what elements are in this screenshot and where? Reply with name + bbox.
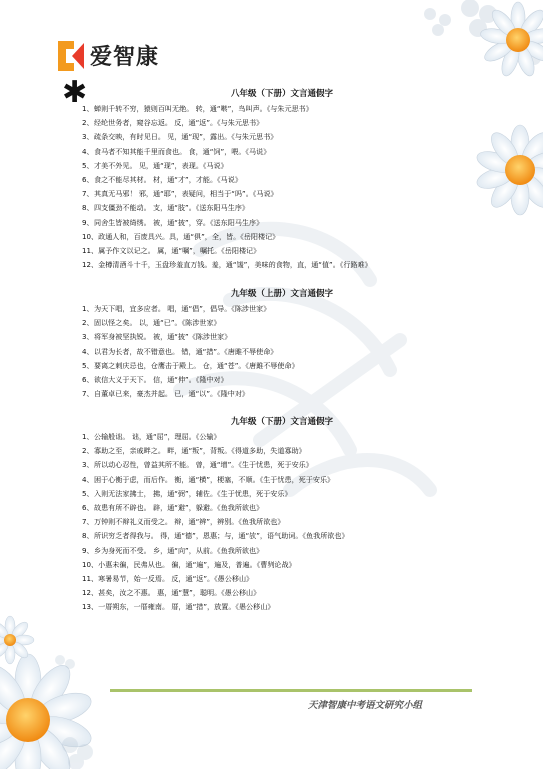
list-item: [82, 316, 482, 330]
list-item: [82, 515, 482, 529]
list-item: [82, 359, 482, 373]
list-item: [82, 387, 482, 401]
list-item: [82, 345, 482, 359]
list-item: [82, 302, 482, 316]
list-item: [82, 230, 482, 244]
list-item: [82, 201, 482, 215]
list-item-number: 5、: [82, 488, 94, 498]
list-item-number: 4、: [82, 346, 94, 356]
list-item-text: 将军身被坚执锐。 被，通“披”《陈涉世家》: [94, 332, 232, 342]
list-item-text: 自董卓已来，豪杰并起。 已，通“以”。《隆中对》: [94, 389, 250, 399]
list-item-text: 政通人和，百废具兴。具，通“俱”，全，皆。《岳阳楼记》: [98, 231, 280, 241]
list-item-number: 2、: [82, 318, 94, 328]
list-item-number: 12、: [82, 588, 99, 598]
list-item-number: 6、: [82, 375, 94, 385]
list-item-number: 1、: [82, 104, 94, 113]
list-item: [82, 558, 482, 572]
list-item: [82, 159, 482, 173]
list-item-number: 11、: [82, 246, 99, 256]
list-item: [82, 473, 482, 487]
list-item-text: 公输般诎。 诎，通“屈”，理屈。《公输》: [94, 432, 221, 441]
list-item: [82, 187, 482, 201]
list-item-text: 食马者不知其能千里而食也。 食，通“饲”，喂。《马说》: [94, 146, 271, 156]
section-grade9-lower: [82, 415, 482, 615]
list-item: [82, 145, 482, 159]
list-item: [82, 544, 482, 558]
list-item-number: 7、: [82, 389, 94, 399]
list-item-number: 3、: [82, 132, 94, 142]
section-title: 九年级（上册）文言通假字: [230, 289, 333, 299]
list-item: [82, 116, 482, 130]
list-item: [82, 373, 482, 387]
list-item-number: 3、: [82, 332, 94, 342]
list-item-text: 金樽清酒斗十千，玉盘珍羞直万钱。羞，通“馐”，美味的食物，直，通“值”。《行路难》: [98, 260, 372, 270]
list-item-number: 4、: [82, 146, 94, 156]
brand-logo-icon: [58, 41, 86, 71]
list-item-text: 欲信大义于天下。 信，通“伸”。《隆中对》: [94, 375, 228, 385]
list-item-text: 同舍生皆被绮绣。 被，通“披”，穿。《送东阳马生序》: [94, 217, 264, 227]
list-item: [82, 600, 482, 614]
list-item-text: 所识穷乏者得我与。 得，通“德”，恩惠；与，通“欤”，语气助词。《鱼我所欲也》: [94, 531, 349, 541]
list-item-number: 6、: [82, 175, 94, 185]
list-item-text: 乡为身死而不受。 乡，通“向”，从前。《鱼我所欲也》: [94, 545, 264, 555]
list-item: [82, 330, 482, 344]
list-item: [82, 130, 482, 144]
list-item-text: 经纶世务者，窥谷忘返。 反，通“返”。《与朱元思书》: [94, 118, 264, 128]
list-item-text: 寡助之至，亲戚畔之。 畔，通“叛”，背叛。《得道多助，失道寡助》: [94, 446, 306, 456]
list-item-number: 2、: [82, 446, 94, 456]
list-item-text: 才美不外见。 见，通“现”，表现。《马说》: [94, 160, 228, 170]
section-title: 八年级（下册）文言通假字: [230, 89, 333, 99]
entry-list: [82, 302, 482, 401]
list-item-number: 13、: [82, 602, 99, 612]
list-item: [82, 487, 482, 501]
list-item-text: 一厝朔东，一厝雍南。 厝，通“措”，放置。《愚公移山》: [98, 602, 275, 612]
list-item-number: 10、: [82, 559, 99, 569]
list-item-text: 四支僵劲不能动。 支，通“肢”。《送东阳马生序》: [94, 203, 250, 213]
list-item-number: 12、: [82, 260, 99, 270]
list-item: [82, 173, 482, 187]
list-item-text: 入则无法家拂士， 拂，通“弼”，辅佐。《生于忧患，死于安乐》: [94, 488, 292, 498]
list-item-number: 9、: [82, 545, 94, 555]
list-item: [82, 244, 482, 258]
footer-text: 天津智康中考语文研究小组: [308, 700, 423, 711]
list-item-number: 2、: [82, 118, 94, 128]
list-item-text: 所以动心忍性，曾益其所不能。 曾，通“增”。《生于忧患，死于安乐》: [94, 460, 313, 470]
list-item-text: 困于心衡于虑，而后作。 衡，通“横”，梗塞，不顺。《生于忧患，死于安乐》: [94, 474, 335, 484]
list-item-number: 10、: [82, 231, 99, 241]
list-item: [82, 216, 482, 230]
list-item-number: 8、: [82, 531, 94, 541]
list-item-text: 为天下唱，宜多应者。 唱，通“倡”，倡导。《陈涉世家》: [94, 304, 271, 313]
list-item-number: 11、: [82, 574, 99, 584]
footer-divider: [110, 689, 472, 692]
entry-list: [82, 430, 482, 615]
list-item: [82, 572, 482, 586]
list-item-number: 5、: [82, 160, 94, 170]
list-item: [82, 458, 482, 472]
list-item-number: 5、: [82, 360, 94, 370]
list-item-number: 4、: [82, 474, 94, 484]
list-item: [82, 258, 482, 272]
section-grade9-upper: [82, 287, 482, 401]
list-item-number: 1、: [82, 432, 94, 441]
list-item: [82, 444, 482, 458]
list-item: [82, 586, 482, 600]
list-item-number: 7、: [82, 517, 94, 527]
list-item-text: 以君为长者，故不错意也。 错，通“措”。《唐雎不辱使命》: [94, 346, 278, 356]
list-item: [82, 529, 482, 543]
list-item-text: 属予作文以记之。 属，通“嘱”，嘱托。《岳阳楼记》: [98, 246, 261, 256]
list-item-text: 小惠未徧，民弗从也。 徧，通“遍”，遍及，普遍。《曹刿论战》: [98, 559, 296, 569]
list-item: [82, 501, 482, 515]
list-item-text: 万钟则不辩礼义而受之。 辩，通“辨”，辨别。《鱼我所欲也》: [94, 517, 285, 527]
list-item-text: 固以怪之矣。 以，通“已”。《陈涉世家》: [94, 318, 221, 328]
list-item-text: 其真无马邪！ 邪，通“耶”，表疑问，相当于“吗”。《马说》: [94, 189, 278, 199]
list-item-number: 6、: [82, 503, 94, 513]
list-item-text: 疏条交映，有时见日。 见，通“现”，露出。《与朱元思书》: [94, 132, 278, 142]
list-item-number: 3、: [82, 460, 94, 470]
section-title: 九年级（下册）文言通假字: [230, 417, 333, 427]
list-item: [82, 430, 482, 444]
list-item-text: 寒暑易节，始一反焉。 反，通“返”。《愚公移山》: [98, 574, 254, 584]
entry-list: [82, 102, 482, 272]
asterisk-icon: ✱: [62, 75, 88, 110]
list-item-text: 要离之刺庆忌也，仓鹰击于殿上。 仓，通“苍”。《唐雎不辱使命》: [94, 360, 299, 370]
brand-logo-text: 爱智康: [90, 45, 160, 70]
list-item-number: 9、: [82, 217, 94, 227]
section-grade8-lower: [82, 87, 482, 272]
list-item-number: 8、: [82, 203, 94, 213]
list-item-text: 故患有所不辟也。 辟，通“避”，躲避。《鱼我所欲也》: [94, 503, 264, 513]
list-item: [82, 102, 482, 116]
list-item-text: 甚矣，汝之不惠。 惠，通“慧”，聪明。《愚公移山》: [98, 588, 261, 598]
brand-logo: [58, 40, 159, 71]
list-item-text: 蝉则千转不穷，猿则百叫无绝。 转，通“啭”，鸟叫声。《与朱元思书》: [94, 104, 313, 113]
list-item-number: 1、: [82, 304, 94, 313]
list-item-number: 7、: [82, 189, 94, 199]
list-item-text: 食之不能尽其材。 材，通“才”，才能。《马说》: [94, 175, 242, 185]
